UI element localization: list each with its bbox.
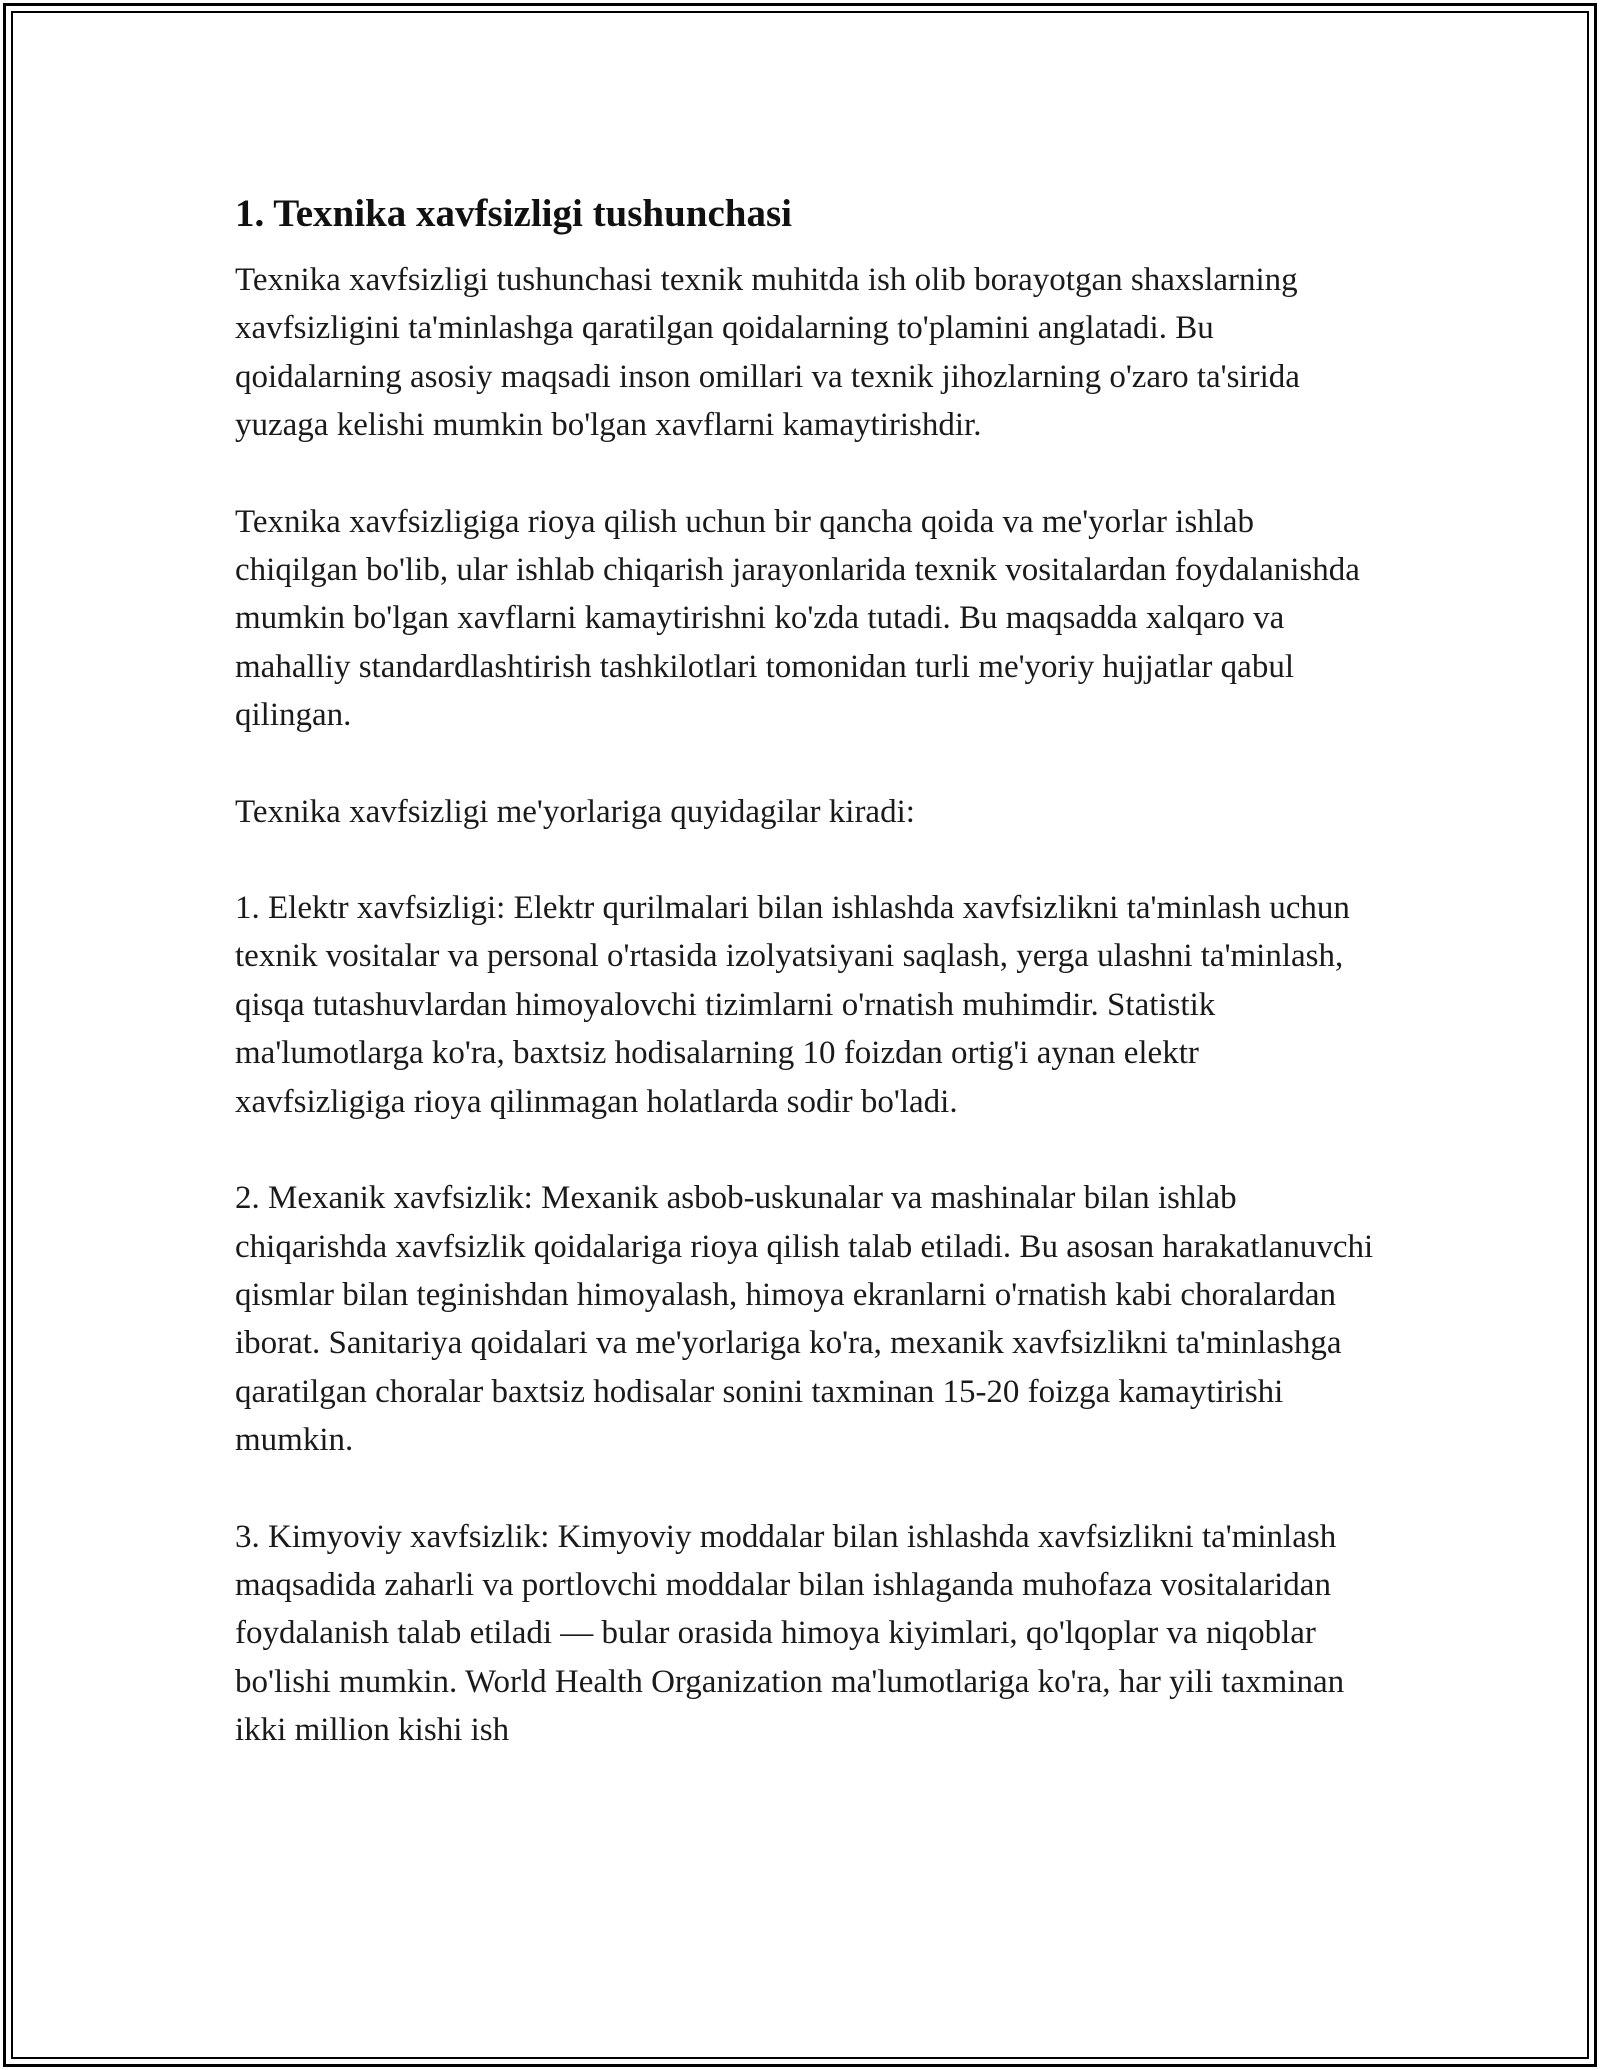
list-item-mechanical-safety: 2. Mexanik xavfsizlik: Mexanik asbob-uskunalar va mashinalar bilan ishlab chiqarishda xavfsizlik qoidalariga rioya qilish talab etiladi. Bu asosan harakatlanuvchi qismlar bilan teginishdan himoyalash, himoya ekranlarni o'rnatish kabi choralardan iborat. Sanitariya qoidalari va me'yorlariga ko'ra, mexanik xavfsizlikni ta'minlashga qaratilgan choralar baxtsiz hodisalar sonini taxminan 15-20 foizga kamaytirishi mumkin. [235,1180,1374,1459]
paragraph-norms: Texnika xavfsizligiga rioya qilish uchun bir qancha qoida va me'yorlar ishlab chiqilgan bo'lib, ular ishlab chiqarish jarayonlarida texnik vositalardan foydalanishda mumkin bo'lgan xavflarni kamaytirishni ko'zda tutadi. Bu maqsadda xalqaro va mahalliy standardlashtirish tashkilotlari tomonidan turli me'yoriy hujjatlar qabul qilingan. [235,503,1360,734]
paragraph-list-intro: Texnika xavfsizligi me'yorlariga quyidagilar kiradi: [235,793,915,830]
section-title: 1. Texnika xavfsizligi tushunchasi [235,192,793,235]
paragraph-intro: Texnika xavfsizligi tushunchasi texnik muhitda ish olib borayotgan shaxslarning xavfsizligini ta'minlashga qaratilgan qoidalarning to'plamini anglatadi. Bu qoidalarning asosiy maqsadi inson omillari va texnik jihozlarning o'zaro ta'sirida yuzaga kelishi mumkin bo'lgan xavflarni kamaytirishdir. [235,262,1300,444]
document-body [235,186,1375,1803]
list-item-chemical-safety: 3. Kimyoviy xavfsizlik: Kimyoviy moddalar bilan ishlashda xavfsizlikni ta'minlash maqsadida zaharli va portlovchi moddalar bilan ishlaganda muhofaza vositalaridan foydalanish talab etiladi — bular orasida himoya kiyimlari, qo'lqoplar va niqoblar bo'lishi mumkin. World Health Organization ma'lumotlariga ko'ra, har yili taxminan ikki million kishi ish [235,1518,1345,1749]
list-item-electrical-safety: 1. Elektr xavfsizligi: Elektr qurilmalari bilan ishlashda xavfsizlikni ta'minlash uchun texnik vositalar va personal o'rtasida izolyatsiyani saqlash, yerga ulashni ta'minlash, qisqa tutashuvlardan himoyalovchi tizimlarni o'rnatish muhimdir. Statistik ma'lumotlarga ko'ra, baxtsiz hodisalarning 10 foizdan ortig'i aynan elektr xavfsizligiga rioya qilinmagan holatlarda sodir bo'ladi. [235,890,1350,1120]
